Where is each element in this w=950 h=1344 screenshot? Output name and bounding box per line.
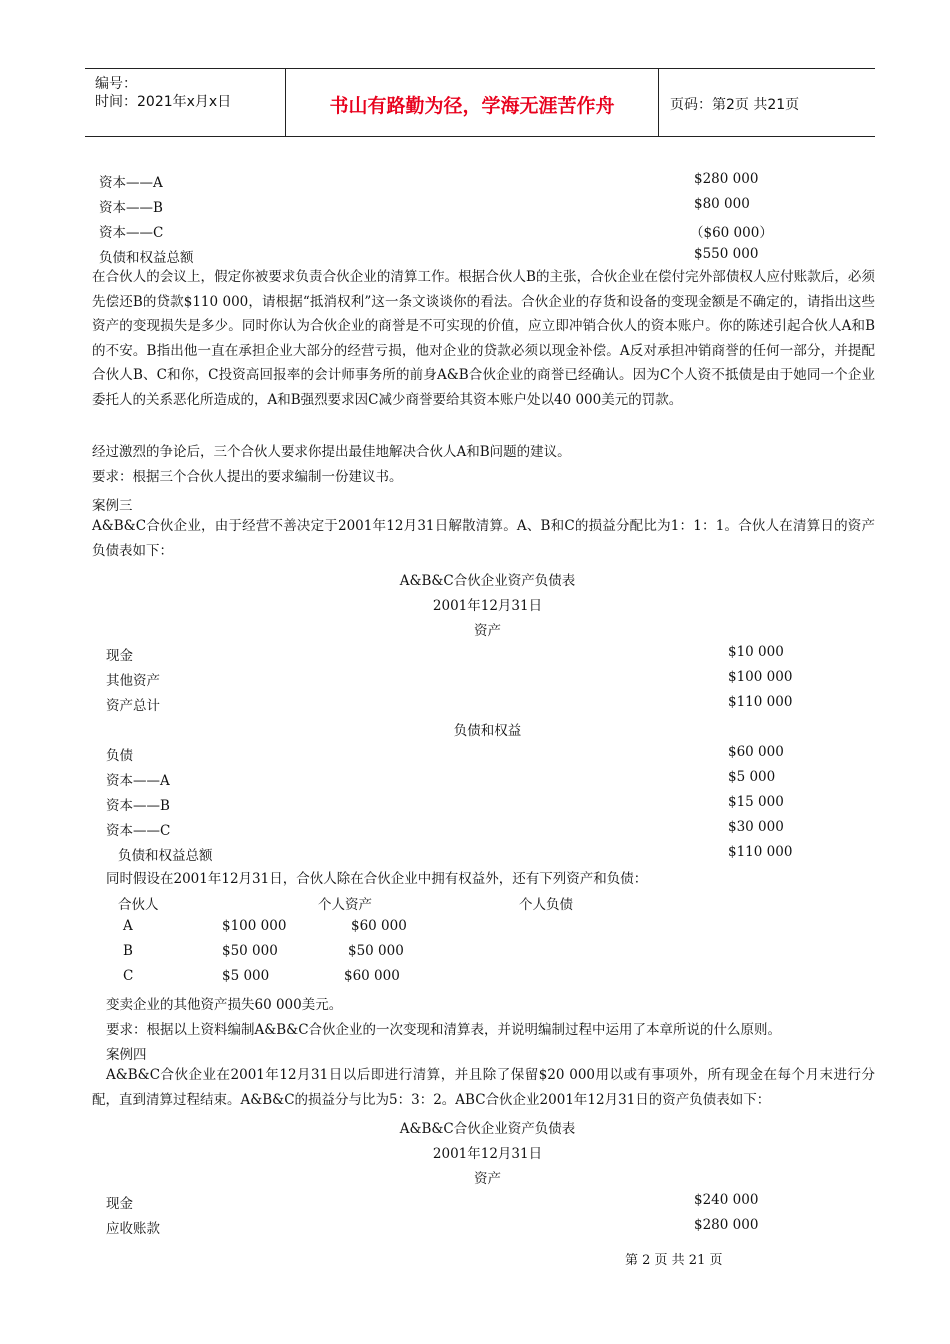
case3-liabilities-label: 负债 xyxy=(106,748,133,764)
case3-capital-c-value: $30 000 xyxy=(728,819,784,835)
case3-sheet-date: 2001年12月31日 xyxy=(432,598,543,614)
case2-requirement: 要求：根据三个合伙人提出的要求编制一份建议书。 xyxy=(92,469,403,485)
personal-assets-header: 个人资产 xyxy=(318,897,372,913)
case4-cash-label: 现金 xyxy=(106,1196,133,1212)
total-liab-equity-label: 负债和权益总额 xyxy=(99,250,194,266)
partner-b-assets: $50 000 xyxy=(222,943,278,959)
case2-request: 经过激烈的争论后，三个合伙人要求你提出最佳地解决合伙人A和B问题的建议。 xyxy=(92,444,571,460)
case3-capital-a-value: $5 000 xyxy=(728,769,776,785)
motto-text: 书山有路勤为径，学海无涯苦作舟 xyxy=(329,95,615,117)
partner-a-debts: $60 000 xyxy=(351,918,407,934)
case3-requirement: 要求：根据以上资料编制A&B&C合伙企业的一次变现和清算表，并说明编制过程中运用了本章所说的什么原则。 xyxy=(106,1022,782,1038)
case3-capital-a-label: 资本——A xyxy=(106,773,170,789)
page-footer: 第 2 页 共 21 页 xyxy=(625,1253,723,1268)
partner-b-debts: $50 000 xyxy=(348,943,404,959)
case3-liab-heading: 负债和权益 xyxy=(453,723,522,739)
case3-intro: A&B&C合伙企业，由于经营不善决定于2001年12月31日解散清算。A、B和C的损益分配比为1：1：1。合伙人在清算日的资产负债表如下： xyxy=(92,518,875,559)
case3-capital-b-label: 资本——B xyxy=(106,798,170,814)
header-meta-cell xyxy=(85,69,286,136)
partner-c-assets: $5 000 xyxy=(222,968,270,984)
capital-b-label: 资本——B xyxy=(99,200,163,216)
case3-capital-c-label: 资本——C xyxy=(106,823,171,839)
capital-c-label: 资本——C xyxy=(99,225,164,241)
case3-total-assets-label: 资产总计 xyxy=(106,698,160,714)
partner-a-assets: $100 000 xyxy=(222,918,287,934)
capital-a-label: 资本——A xyxy=(99,175,163,191)
case4-intro: A&B&C合伙企业在2001年12月31日以后即进行清算，并且除了保留$20 000用以或有事项外，所有现金在每个月末进行分配，直到清算过程结束。A&B&C的损益分与比为5：3：2。ABC合伙企业2001年12月31日的资产负债表如下： xyxy=(92,1067,875,1108)
partner-header: 合伙人 xyxy=(118,897,159,913)
case3-loss: 变卖企业的其他资产损失60 000美元。 xyxy=(106,997,343,1013)
case4-assets-heading: 资产 xyxy=(474,1171,501,1187)
case4-sheet-date: 2001年12月31日 xyxy=(432,1146,543,1162)
case3-assets-heading: 资产 xyxy=(474,623,501,639)
personal-debts-header: 个人负债 xyxy=(519,897,573,913)
case3-capital-b-value: $15 000 xyxy=(728,794,784,810)
case4-receivables-value: $280 000 xyxy=(694,1217,759,1233)
case2-paragraph: 在合伙人的会议上，假定你被要求负责合伙企业的清算工作。根据合伙人B的主张，合伙企业在偿付完外部债权人应付账款后，必须先偿还B的贷款$110 000，请根据“抵消权利”这一条文谈谈你的看法。合伙企业的存货和设备的变现金额是不确定的，请指出这些资产的变现损失是多少。同时你认为合伙企业的商誉是不可实现的价值，应立即冲销合伙人的资本账户。你的陈述引起合伙人A和B的不安。B指出他一直在承担企业大部分的经营亏损，他对企业的贷款必须以现金补偿。A反对承担冲销商誉的任何一部分，并提配合伙人B、C和你，C投资高回报率的会计师事务所的前身A&B合伙企业的商誉已经确认。因为C个人资不抵债是由于她同一个企业委托人的关系恶化所造成的，A和B强烈要求因C减少商誉要给其资本账户处以40 000美元的罚款。 xyxy=(92,269,875,408)
doc-time-label: 时间：2021年x月x日 xyxy=(95,94,232,110)
case4-sheet-title: A&B&C合伙企业资产负债表 xyxy=(399,1121,576,1137)
capital-c-value: （$60 000） xyxy=(690,225,773,241)
case3-total-value: $110 000 xyxy=(728,844,793,860)
capital-b-value: $80 000 xyxy=(694,196,750,212)
case3-title: 案例三 xyxy=(92,498,133,514)
partner-b-name: B xyxy=(123,943,133,959)
case3-total-assets-value: $110 000 xyxy=(728,694,793,710)
capital-a-value: $280 000 xyxy=(694,171,759,187)
case3-liabilities-value: $60 000 xyxy=(728,744,784,760)
header-motto-cell xyxy=(286,69,659,136)
case3-other-assets-label: 其他资产 xyxy=(106,673,160,689)
case3-total-label: 负债和权益总额 xyxy=(118,848,213,864)
case4-title: 案例四 xyxy=(106,1047,147,1063)
doc-code-label: 编号： xyxy=(95,76,137,92)
partner-c-name: C xyxy=(123,968,134,984)
partner-a-name: A xyxy=(123,918,133,934)
page-code: 页码：第2页 共21页 xyxy=(670,97,800,113)
case4-cash-value: $240 000 xyxy=(694,1192,759,1208)
document-header xyxy=(85,68,875,137)
case4-receivables-label: 应收账款 xyxy=(106,1221,160,1237)
case3-note: 同时假设在2001年12月31日，合伙人除在合伙企业中拥有权益外，还有下列资产和负债： xyxy=(106,871,648,887)
case3-other-assets-value: $100 000 xyxy=(728,669,793,685)
total-liab-equity-value: $550 000 xyxy=(694,246,759,262)
header-page-cell xyxy=(660,69,875,136)
case3-sheet-title: A&B&C合伙企业资产负债表 xyxy=(399,573,576,589)
case3-cash-value: $10 000 xyxy=(728,644,784,660)
case3-cash-label: 现金 xyxy=(106,648,133,664)
partner-c-debts: $60 000 xyxy=(344,968,400,984)
